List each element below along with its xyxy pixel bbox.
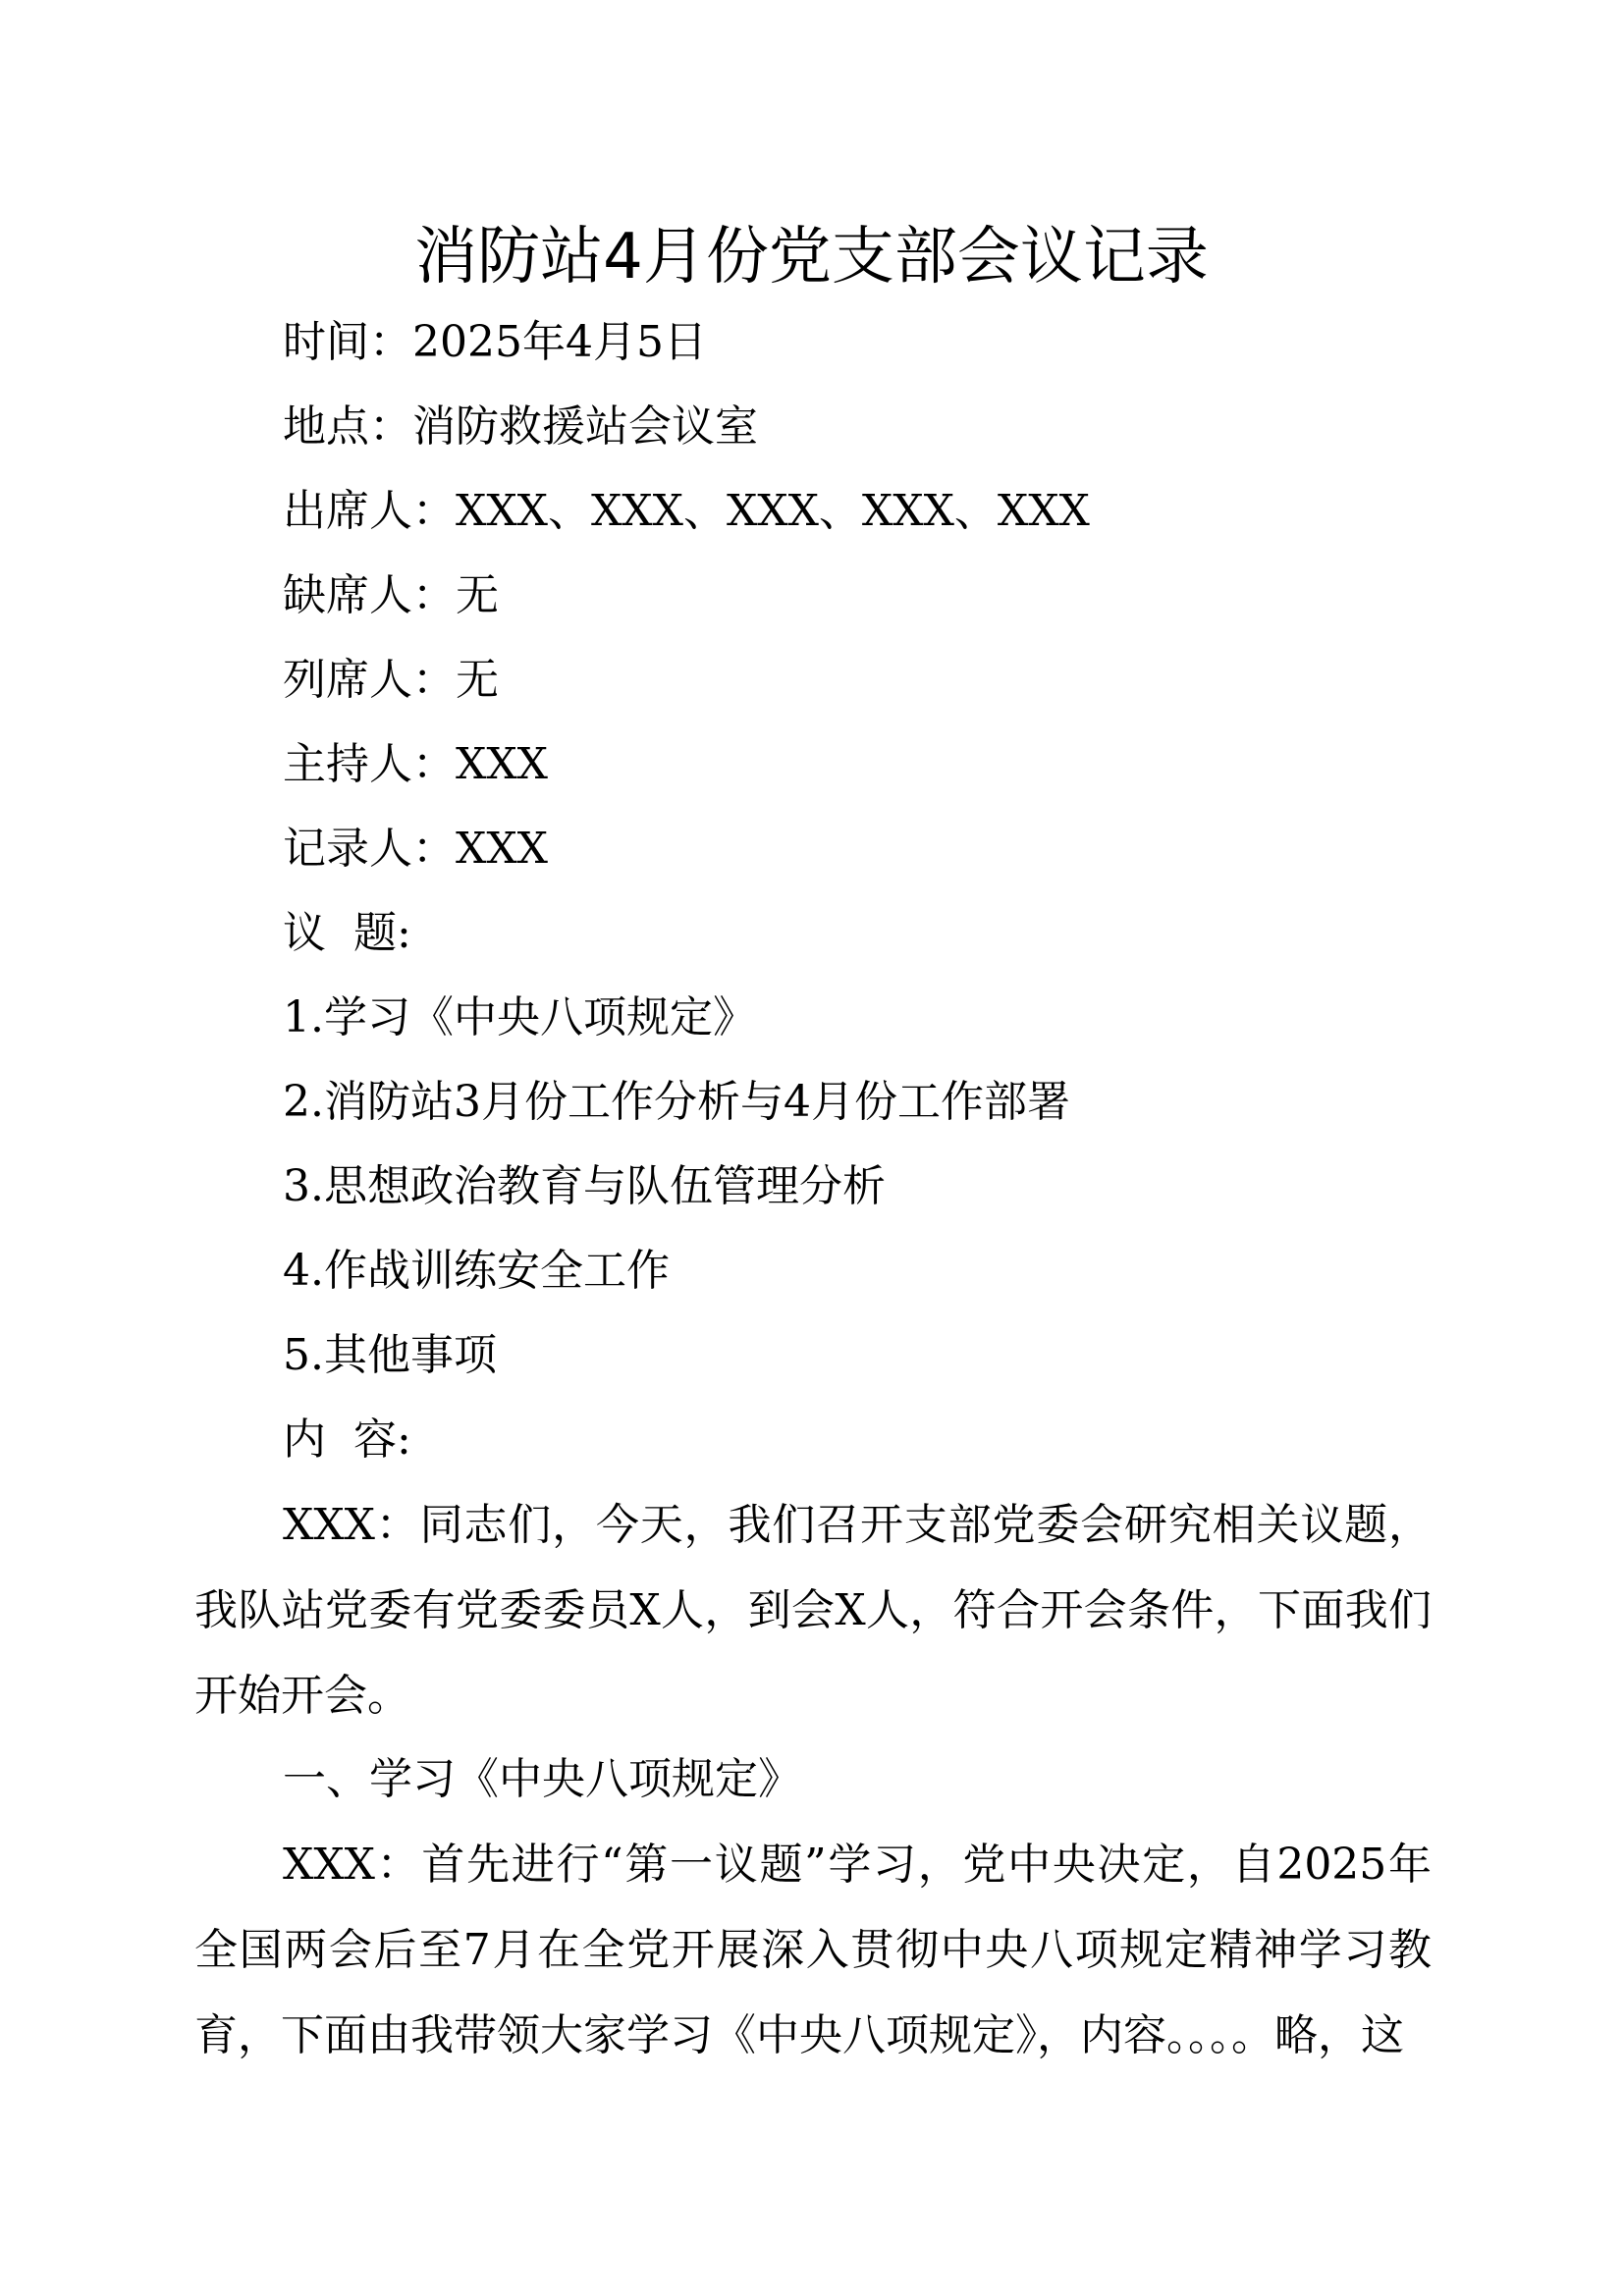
meeting-recorder: 记录人：XXX bbox=[283, 824, 548, 874]
meeting-time: 时间：2025年4月5日 bbox=[283, 317, 707, 367]
agenda-item-4: 4.作战训练安全工作 bbox=[283, 1246, 670, 1296]
agenda-label: 议 题: bbox=[283, 908, 411, 958]
section-1-heading: 一、学习《中央八项规定》 bbox=[283, 1754, 801, 1804]
content-label: 内 容: bbox=[283, 1415, 411, 1465]
meeting-location: 地点：消防救援站会议室 bbox=[283, 401, 758, 452]
agenda-item-5: 5.其他事项 bbox=[283, 1330, 497, 1380]
meeting-observers: 列席人：无 bbox=[283, 655, 499, 705]
agenda-item-1: 1.学习《中央八项规定》 bbox=[283, 992, 756, 1042]
opening-paragraph: XXX：同志们，今天，我们召开支部党委会研究相关议题，我队站党委有党委委员X人，到会X人，符合开会条件，下面我们开始开会。 bbox=[194, 1500, 1432, 1721]
meeting-host: 主持人：XXX bbox=[283, 739, 548, 789]
meeting-attendees: 出席人：XXX、XXX、XXX、XXX、XXX bbox=[283, 486, 1090, 536]
meeting-absent: 缺席人：无 bbox=[283, 570, 499, 620]
section-1-paragraph: XXX：首先进行“第一议题”学习，党中央决定，自2025年全国两会后至7月在全党开展深入贯彻中央八项规定精神学习教育，下面由我带领大家学习《中央八项规定》，内容。。。。略，这 bbox=[194, 1840, 1432, 2060]
agenda-item-3: 3.思想政治教育与队伍管理分析 bbox=[283, 1161, 886, 1211]
document-title: 消防站4月份党支部会议记录 bbox=[414, 221, 1209, 294]
agenda-item-2: 2.消防站3月份工作分析与4月份工作部署 bbox=[283, 1077, 1070, 1127]
